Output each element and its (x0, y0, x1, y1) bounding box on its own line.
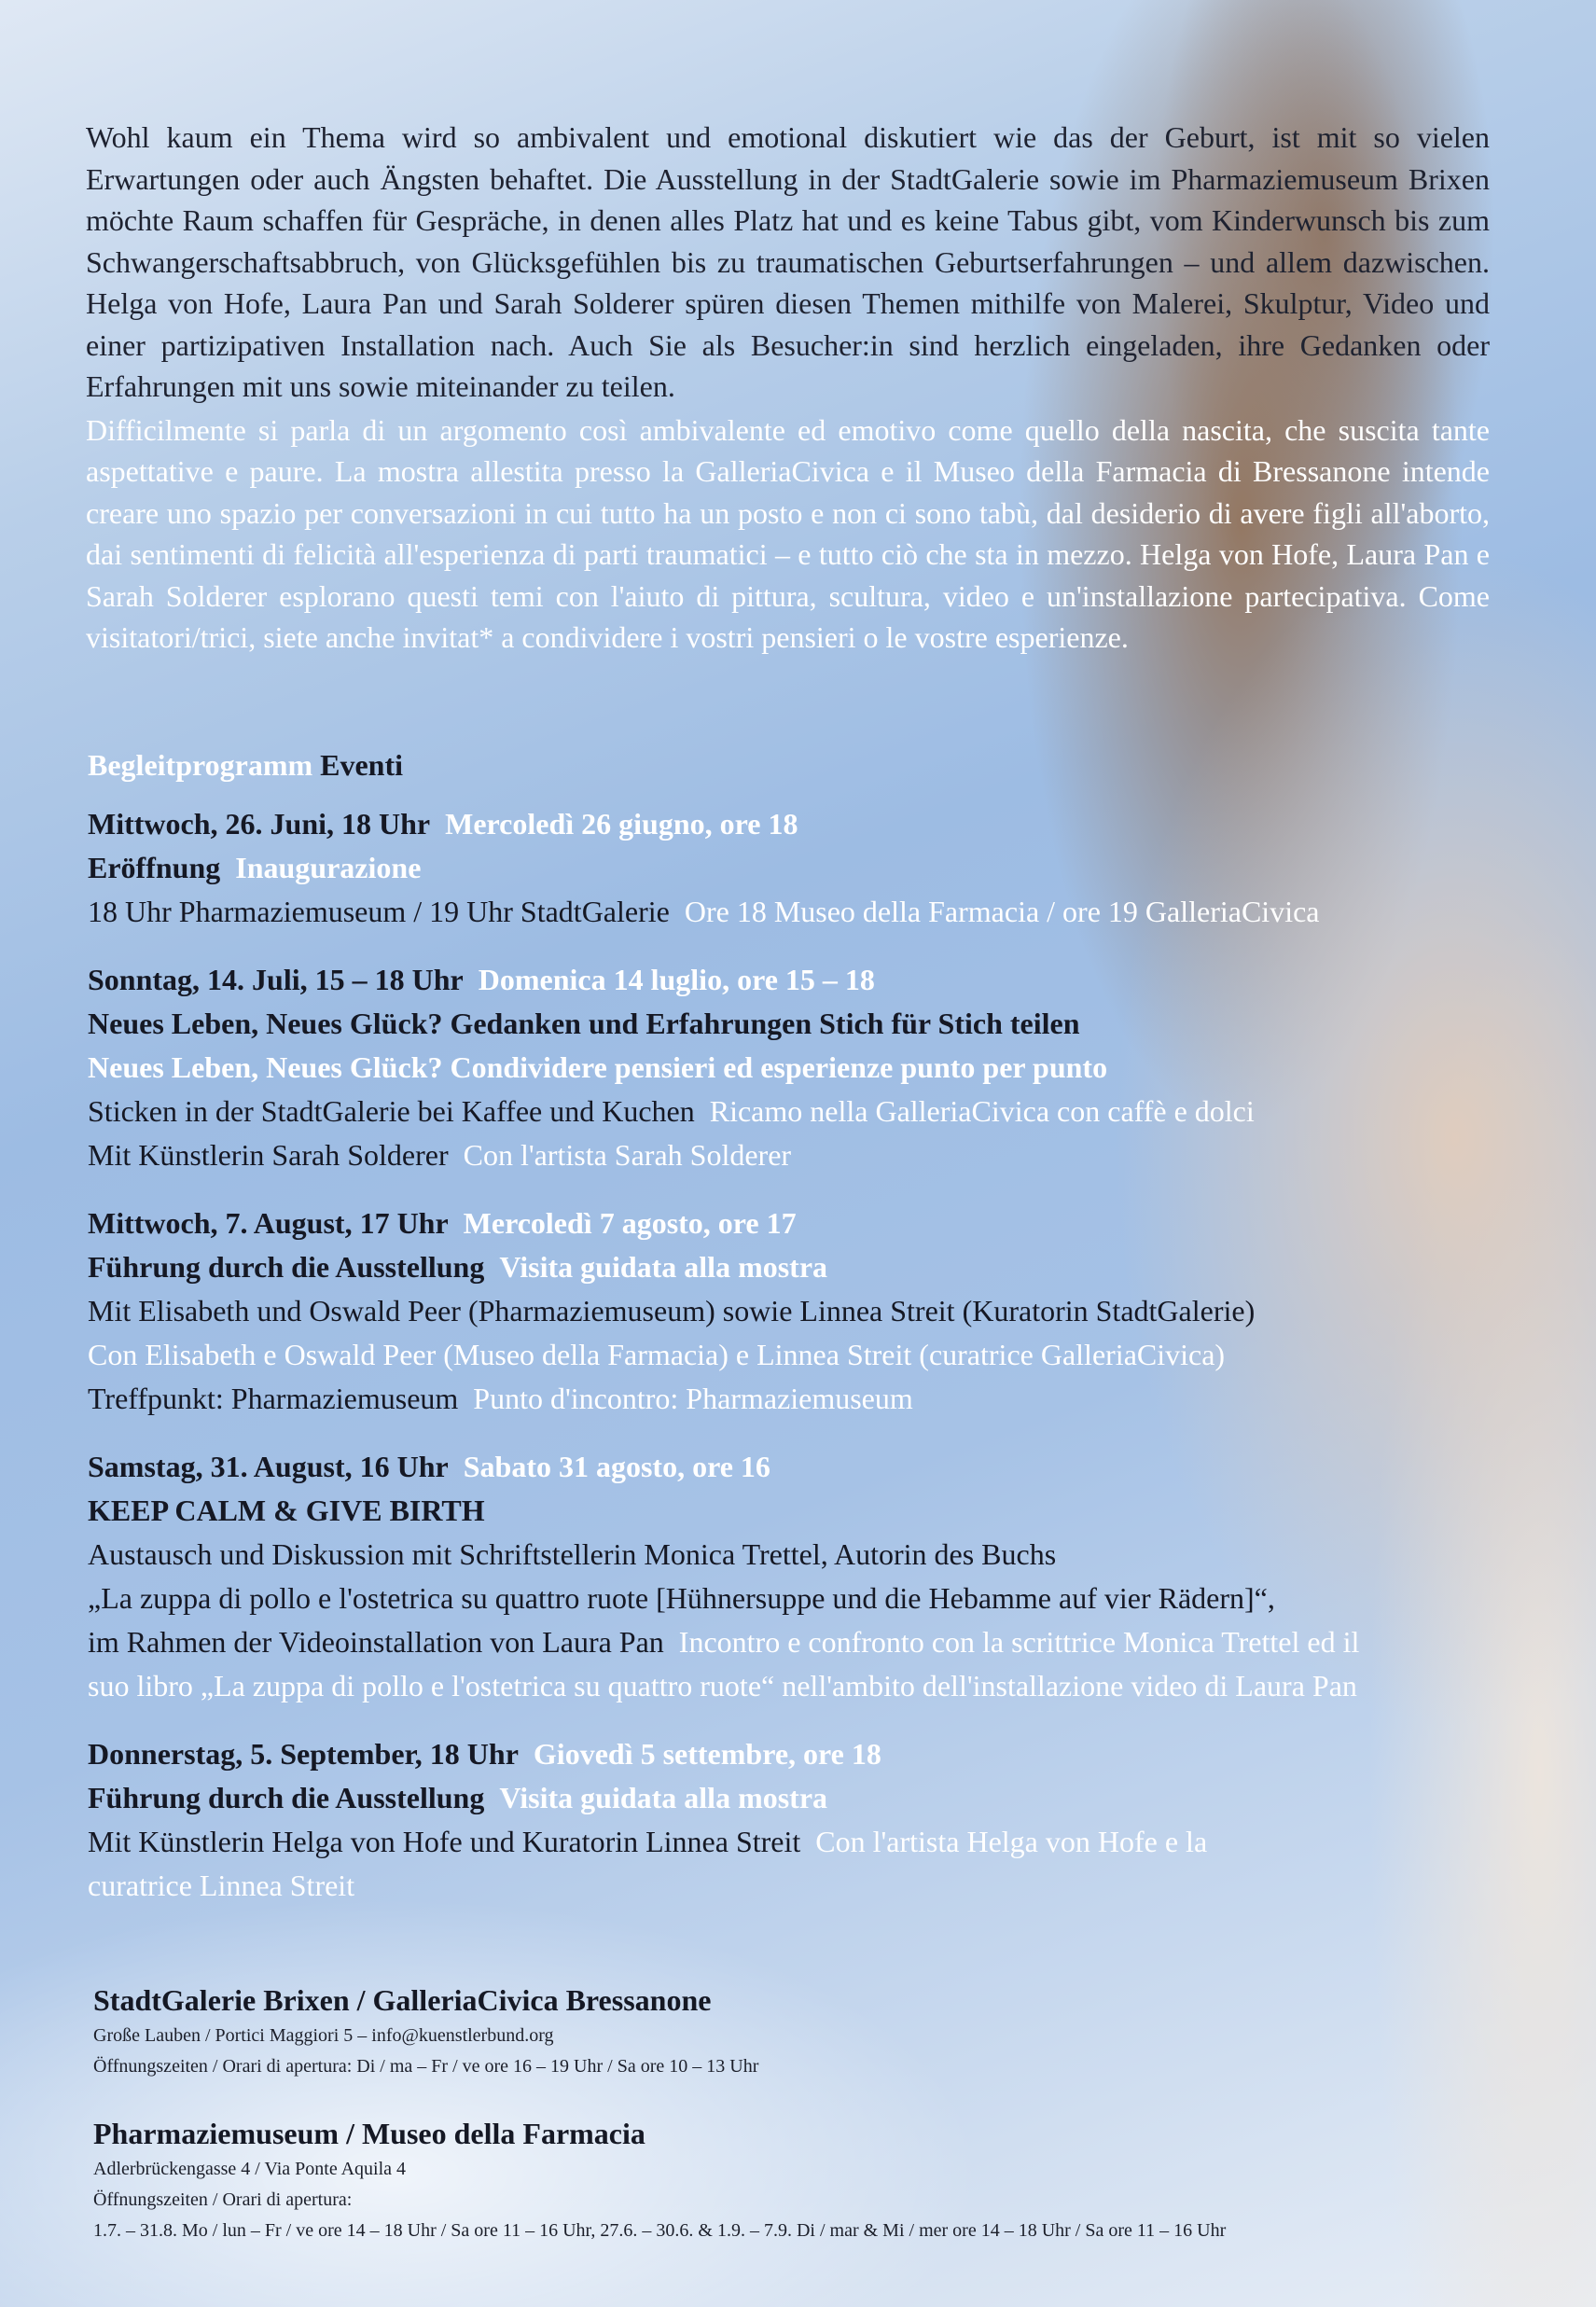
event-title: KEEP CALM & GIVE BIRTH (88, 1494, 485, 1527)
event-guided-tour-september (88, 1732, 1506, 1908)
event-date-it: Mercoledì 7 agosto, ore 17 (463, 1206, 797, 1240)
event-host-de: Mit Künstlerin Sarah Solderer (88, 1138, 449, 1172)
intro-italian: Difficilmente si parla di un argomento così ambivalente ed emotivo come quello della nascita, che suscita tante aspettative e paure. La mostra allestita presso la GalleriaCivica e il Museo della Farmacia di Bressanone intende creare uno spazio per conversazioni in cui tutto ha un posto e non ci sono tabù, dal desiderio di avere figli all'aborto, dai sentimenti di felicità all'esperienza di parti traumatici – e tutto ciò che sta in mezzo. Helga von Hofe, Laura Pan e Sarah Solderer esplorano questi temi con l'aiuto di pittura, scultura, video e un'installazione partecipativa. Come visitatori/trici, siete anche invitat* a condividere i vostri pensieri o le vostre esperienze. (86, 412, 1490, 654)
venue-address: Große Lauben / Portici Maggiori 5 – info@kuenstlerbund.org (93, 2025, 554, 2046)
event-date-de: Sonntag, 14. Juli, 15 – 18 Uhr (88, 963, 464, 996)
event-list (88, 802, 1506, 1932)
venue-hours: Öffnungszeiten / Orari di apertura: Di / ma – Fr / ve ore 16 – 19 Uhr / Sa ore 10 – 13 Uhr (93, 2056, 759, 2077)
venue-stadtgalerie (93, 1980, 1492, 2082)
event-info-de: Sticken in der StadtGalerie bei Kaffee und Kuchen (88, 1094, 695, 1128)
program-heading-it: Eventi (320, 748, 404, 782)
event-info-it: Incontro e confronto con la scrittrice Monica Trettel ed il (678, 1625, 1360, 1659)
event-title-de: Neues Leben, Neues Glück? Gedanken und Erfahrungen Stich für Stich teilen (88, 1007, 1080, 1040)
event-info-it: Con l'artista Helga von Hofe e la (815, 1825, 1208, 1858)
event-opening (88, 802, 1506, 934)
event-date-de: Samstag, 31. August, 16 Uhr (88, 1450, 449, 1483)
event-title-it: Visita guidata alla mostra (499, 1781, 828, 1814)
event-title-de: Eröffnung (88, 851, 221, 884)
venue-name: StadtGalerie Brixen / GalleriaCivica Bressanone (93, 1983, 712, 2017)
event-date-it: Mercoledì 26 giugno, ore 18 (445, 807, 798, 841)
venue-name: Pharmaziemuseum / Museo della Farmacia (93, 2117, 645, 2150)
event-date-it: Giovedì 5 settembre, ore 18 (533, 1737, 881, 1771)
event-title-de: Führung durch die Ausstellung (88, 1781, 485, 1814)
program-heading (88, 748, 403, 783)
venue-address: Adlerbrückengasse 4 / Via Ponte Aquila 4 (93, 2159, 407, 2179)
event-info-it: Con Elisabeth e Oswald Peer (Museo della Farmacia) e Linnea Streit (curatrice GalleriaCivica) (88, 1338, 1226, 1371)
event-info-de: Mit Elisabeth und Oswald Peer (Pharmaziemuseum) sowie Linnea Streit (Kuratorin StadtGalerie) (88, 1294, 1256, 1327)
event-info-de: Mit Künstlerin Helga von Hofe und Kuratorin Linnea Streit (88, 1825, 801, 1858)
program-heading-de: Begleitprogramm (88, 748, 313, 782)
event-info-it-cont: curatrice Linnea Streit (88, 1869, 355, 1902)
event-date-de: Donnerstag, 5. September, 18 Uhr (88, 1737, 519, 1771)
event-guided-tour-august (88, 1202, 1506, 1421)
venue-pharmaziemuseum (93, 2113, 1492, 2246)
event-meeting-point-it: Punto d'incontro: Pharmaziemuseum (473, 1382, 913, 1415)
event-info-de: 18 Uhr Pharmaziemuseum / 19 Uhr StadtGalerie (88, 895, 670, 928)
event-book-title: „La zuppa di pollo e l'ostetrica su quattro ruote [Hühnersuppe und die Hebamme auf vier Rädern]“, (88, 1581, 1275, 1615)
event-context-de: im Rahmen der Videoinstallation von Laura Pan (88, 1625, 664, 1659)
event-date-de: Mittwoch, 7. August, 17 Uhr (88, 1206, 449, 1240)
venue-hours: 1.7. – 31.8. Mo / lun – Fr / ve ore 14 – 18 Uhr / Sa ore 11 – 16 Uhr, 27.6. – 30.6. & 1.9. – 7.9. Di / mar & Mi / mer ore 14 – 18 Uhr / Sa ore 11 – 16 Uhr (93, 2220, 1227, 2241)
intro-german: Wohl kaum ein Thema wird so ambivalent und emotional diskutiert wie das der Geburt, ist mit so vielen Erwartungen oder auch Ängsten behaftet. Die Ausstellung in der StadtGalerie sowie im Pharmaziemuseum Brixen möchte Raum schaffen für Gespräche, in denen alles Platz hat und es keine Tabus gibt, vom Kinderwunsch bis zum Schwangerschaftsabbruch, von Glücksgefühlen bis zu traumatischen Geburtserfahrungen – und allem dazwischen. Helga von Hofe, Laura Pan und Sarah Solderer spüren diesen Themen mithilfe von Malerei, Skulptur, Video und einer partizipativen Installation nach. Auch Sie als Besucher:in sind herzlich eingeladen, ihre Gedanken oder Erfahrungen mit uns sowie miteinander zu teilen. (86, 120, 1490, 403)
event-info-it: Ricamo nella GalleriaCivica con caffè e dolci (709, 1094, 1255, 1128)
event-title-it: Neues Leben, Neues Glück? Condividere pensieri ed esperienze punto per punto (88, 1050, 1108, 1084)
event-date-de: Mittwoch, 26. Juni, 18 Uhr (88, 807, 431, 841)
event-title-de: Führung durch die Ausstellung (88, 1250, 485, 1284)
event-title-it: Visita guidata alla mostra (499, 1250, 828, 1284)
event-info-it-cont: suo libro „La zuppa di pollo e l'ostetrica su quattro ruote“ nell'ambito dell'installazione video di Laura Pan (88, 1669, 1357, 1702)
intro-text (86, 117, 1490, 659)
event-host-it: Con l'artista Sarah Solderer (463, 1138, 792, 1172)
event-embroidery (88, 958, 1506, 1177)
event-info-de: Austausch und Diskussion mit Schriftstellerin Monica Trettel, Autorin des Buchs (88, 1537, 1057, 1571)
event-keep-calm (88, 1445, 1506, 1708)
venue-hours-label: Öffnungszeiten / Orari di apertura: (93, 2189, 353, 2210)
event-title-it: Inaugurazione (235, 851, 422, 884)
event-date-it: Sabato 31 agosto, ore 16 (463, 1450, 770, 1483)
event-info-it: Ore 18 Museo della Farmacia / ore 19 GalleriaCivica (684, 895, 1320, 928)
event-meeting-point-de: Treffpunkt: Pharmaziemuseum (88, 1382, 459, 1415)
event-date-it: Domenica 14 luglio, ore 15 – 18 (478, 963, 875, 996)
